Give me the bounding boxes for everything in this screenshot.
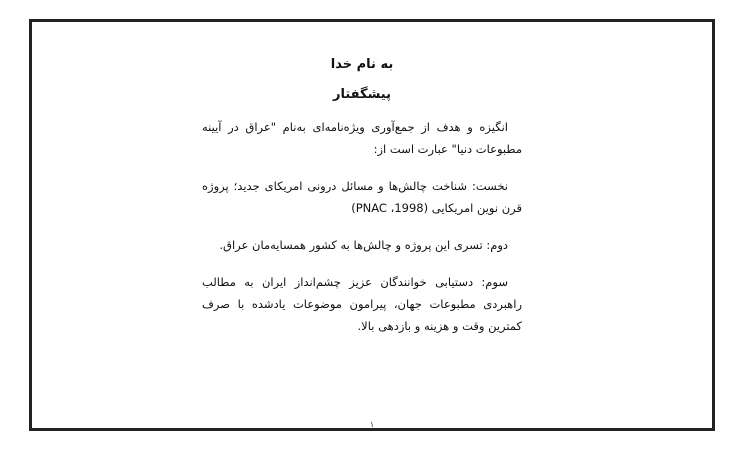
page-title: به نام خدا	[330, 57, 394, 72]
paragraph-third: سوم: دستیابی خوانندگان عزیز چشم‌انداز ایران به مطالب راهبردی مطبوعات جهان، پیرامون موضوعات یادشده با صرف کمترین وقت و هزینه و بازدهی بالا.	[202, 275, 522, 333]
paragraph-intro: انگیزه و هدف از جمع‌آوری ویژه‌نامه‌ای به‌نام "عراق در آیینه مطبوعات دنیا" عبارت است از:	[202, 120, 522, 156]
paragraph-first: نخست: شناخت چالش‌ها و مسائل درونی امریکای جدید؛ پروژه قرن نوین امریکایی (PNAC ،1998)	[202, 179, 522, 215]
section-heading: پیشگفتار	[332, 87, 391, 102]
page-content	[202, 56, 522, 337]
document-page	[29, 19, 715, 431]
page-number: ۱	[369, 420, 375, 429]
paragraph-second: دوم: تسری این پروژه و چالش‌ها به کشور همسایه‌مان عراق.	[219, 238, 508, 252]
